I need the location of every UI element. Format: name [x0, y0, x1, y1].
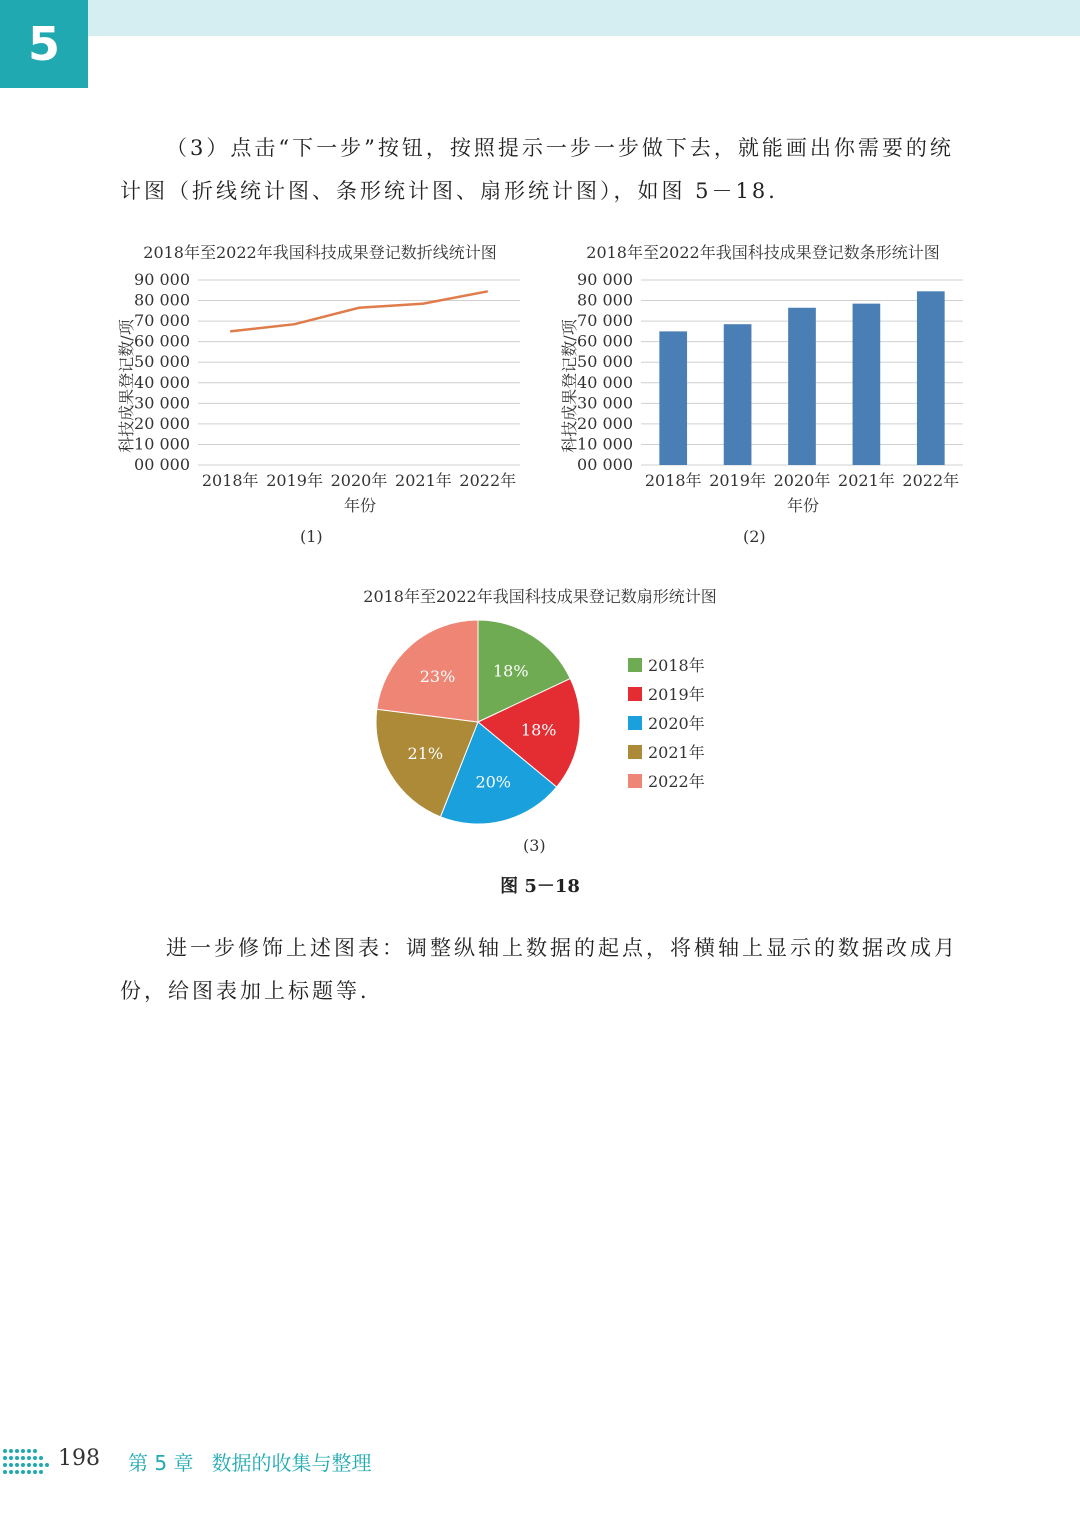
chapter-title: 数据的收集与整理: [211, 1451, 372, 1475]
pie-chart: [330, 582, 750, 832]
legend-label: 2018年: [648, 656, 705, 675]
legend-label: 2021年: [648, 743, 705, 762]
chapter-number-badge: 5: [0, 0, 88, 88]
bar: [917, 291, 945, 465]
y-tick-label: 70 000: [577, 311, 633, 331]
y-tick-label: 70 000: [134, 311, 190, 331]
y-tick-label: 00 000: [134, 455, 190, 474]
y-tick-label: 40 000: [577, 372, 633, 392]
y-tick-label: 10 000: [577, 434, 633, 454]
y-tick-label: 30 000: [577, 393, 633, 413]
y-tick-label: 00 000: [577, 455, 633, 474]
x-tick-label: 2021年: [395, 471, 452, 490]
y-tick-label: 90 000: [134, 270, 190, 289]
legend-swatch: [628, 745, 642, 759]
legend-label: 2022年: [648, 772, 705, 791]
bar: [853, 304, 881, 465]
line-chart-title: 2018年至2022年我国科技成果登记数折线统计图: [143, 243, 497, 262]
figure-caption: 图 5－18: [500, 876, 580, 897]
pie-slice-label: 23%: [419, 667, 456, 687]
x-tick-label: 2018年: [201, 471, 259, 490]
line-chart-y-label: 科技成果登记数/项: [117, 319, 136, 453]
legend-label: 2020年: [648, 714, 705, 733]
y-tick-label: 20 000: [577, 413, 633, 433]
x-tick-label: 2019年: [266, 471, 323, 490]
instruction-paragraph: （3）点击“下一步”按钮，按照提示一步一步做下去，就能画出你需要的统计图（折线统计图、条形统计图、扇形统计图），如图 5－18．: [120, 136, 954, 203]
subfigure-caption-1: (1): [300, 527, 323, 546]
x-tick-label: 2018年: [644, 471, 702, 490]
header-band: [88, 0, 1080, 36]
legend-swatch: [628, 658, 642, 672]
pie-slice-label: 20%: [475, 772, 512, 792]
bar-chart-title: 2018年至2022年我国科技成果登记数条形统计图: [586, 243, 940, 262]
subfigure-caption-3: (3): [523, 836, 546, 855]
y-tick-label: 20 000: [134, 413, 190, 433]
line-series: [230, 291, 488, 331]
x-tick-label: 2022年: [459, 471, 517, 490]
y-tick-label: 50 000: [134, 352, 190, 372]
pie-slice-label: 21%: [407, 744, 444, 764]
pie-chart-title: 2018年至2022年我国科技成果登记数扇形统计图: [363, 587, 717, 606]
legend-label: 2019年: [648, 685, 705, 704]
line-chart-x-label: 年份: [343, 496, 377, 515]
x-tick-label: 2020年: [773, 471, 831, 490]
pie-slice-label: 18%: [520, 720, 557, 740]
pie-slice-label: 18%: [493, 661, 529, 681]
y-tick-label: 60 000: [577, 331, 633, 351]
bar-chart-x-label: 年份: [786, 496, 820, 515]
legend-swatch: [628, 687, 642, 701]
y-tick-label: 50 000: [577, 352, 633, 372]
page-number: 198: [58, 1446, 100, 1471]
y-tick-label: 90 000: [577, 270, 633, 289]
y-tick-label: 30 000: [134, 393, 190, 413]
y-tick-label: 80 000: [134, 290, 190, 310]
x-tick-label: 2022年: [902, 471, 960, 490]
y-tick-label: 60 000: [134, 331, 190, 351]
x-tick-label: 2019年: [709, 471, 766, 490]
subfigure-caption-2: (2): [743, 527, 766, 546]
y-tick-label: 40 000: [134, 372, 190, 392]
bar: [788, 308, 816, 465]
y-tick-label: 80 000: [577, 290, 633, 310]
bar-chart-y-label: 科技成果登记数/项: [560, 319, 579, 453]
legend-swatch: [628, 716, 642, 730]
y-tick-label: 10 000: [134, 434, 190, 454]
chapter-label: 第 5 章: [128, 1451, 194, 1475]
chapter-footer: [128, 1447, 389, 1476]
x-tick-label: 2020年: [330, 471, 388, 490]
line-chart: [110, 238, 530, 523]
bar: [659, 331, 687, 465]
x-tick-label: 2021年: [838, 471, 895, 490]
followup-paragraph: 进一步修饰上述图表：调整纵轴上数据的起点，将横轴上显示的数据改成月份，给图表加上标题等．: [120, 936, 958, 1003]
legend-swatch: [628, 774, 642, 788]
dot-grid-icon: [2, 1445, 50, 1479]
bar: [724, 324, 752, 465]
bar-chart: [553, 238, 973, 523]
